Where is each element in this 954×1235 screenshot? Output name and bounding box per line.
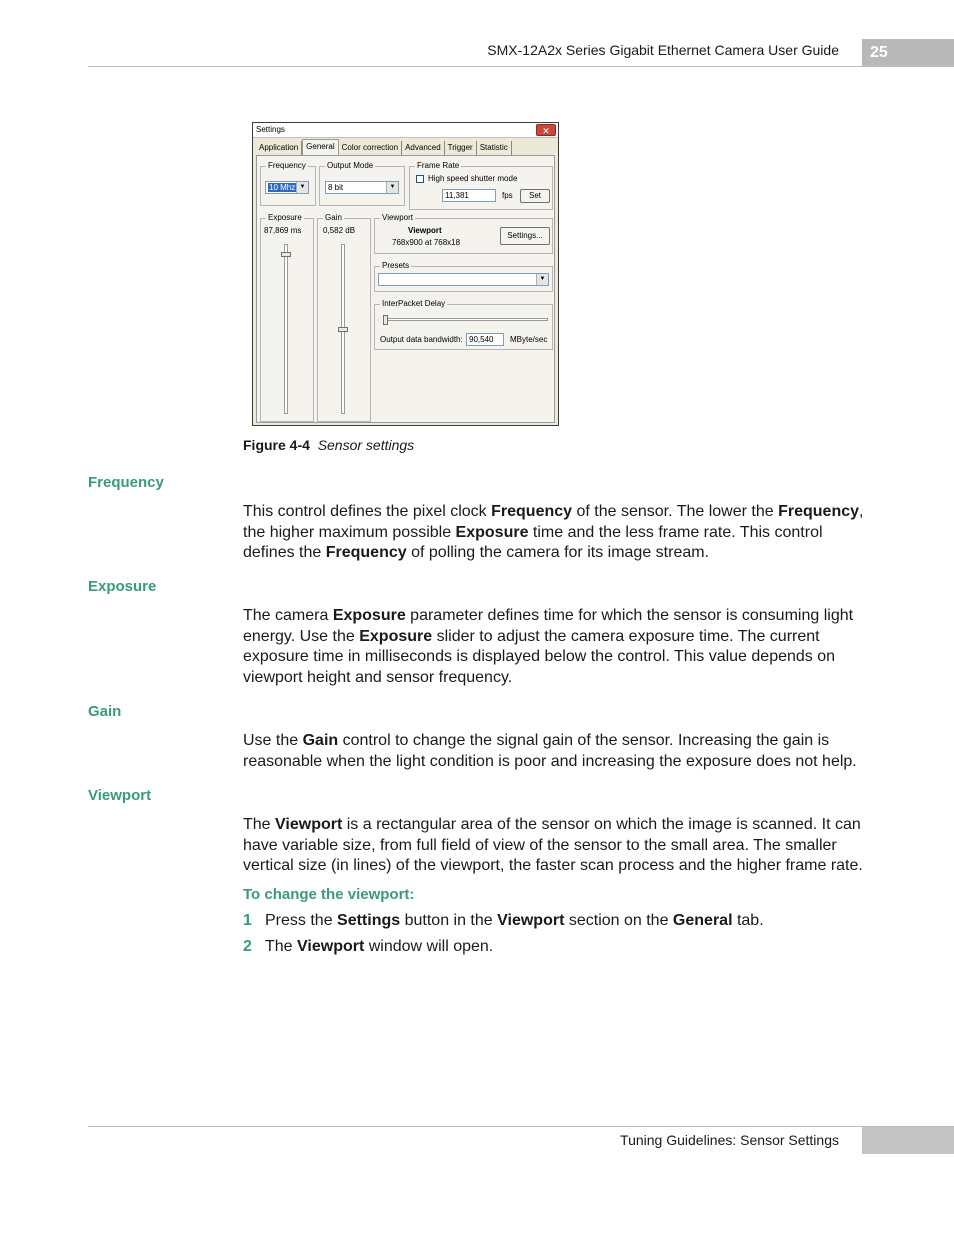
procedure-step: 1 Press the Settings button in the Viewport section on the General tab. bbox=[243, 912, 764, 929]
bandwidth-label: Output data bandwidth: bbox=[380, 335, 463, 344]
footer-tab bbox=[862, 1127, 954, 1154]
section-heading-viewport: Viewport bbox=[88, 787, 152, 804]
gain-slider-thumb[interactable] bbox=[338, 327, 348, 332]
page-number: 25 bbox=[862, 39, 954, 66]
tab-strip bbox=[256, 141, 512, 155]
tab-statistic[interactable]: Statistic bbox=[477, 141, 512, 155]
output-mode-select[interactable] bbox=[325, 181, 399, 194]
tab-color-correction[interactable]: Color correction bbox=[339, 141, 402, 155]
viewport-group bbox=[374, 213, 553, 254]
frequency-group-label: Frequency bbox=[268, 161, 306, 170]
procedure-heading: To change the viewport: bbox=[243, 886, 415, 903]
figure-caption bbox=[243, 437, 414, 453]
viewport-size: 768x900 at 768x18 bbox=[392, 238, 461, 247]
output-mode-group bbox=[319, 161, 405, 206]
frame-rate-input[interactable]: 11,381 bbox=[442, 189, 496, 202]
section-heading-frequency: Frequency bbox=[88, 474, 164, 491]
exposure-value: 87,869 ms bbox=[264, 226, 302, 235]
tab-general[interactable]: General bbox=[302, 139, 338, 157]
presets-select[interactable] bbox=[378, 273, 549, 286]
exposure-paragraph: The camera Exposure parameter defines time for which the sensor is consuming light energy. Use the Exposure slider to adjust the camera exposure time. The current exposure time in milliseconds is displayed below the control. This value depends on viewport height and sensor frequency. bbox=[243, 607, 854, 686]
window-title: Settings bbox=[256, 125, 285, 134]
exposure-slider-thumb[interactable] bbox=[281, 252, 291, 257]
chevron-down-icon: ▼ bbox=[296, 182, 308, 193]
frame-rate-group bbox=[409, 161, 553, 210]
section-heading-exposure: Exposure bbox=[88, 578, 157, 595]
high-speed-shutter-checkbox[interactable] bbox=[416, 175, 424, 183]
set-button[interactable]: Set bbox=[520, 189, 550, 203]
exposure-slider-track bbox=[284, 244, 288, 414]
chevron-down-icon: ▼ bbox=[536, 274, 548, 285]
presets-group bbox=[374, 261, 553, 292]
viewport-settings-button[interactable]: Settings... bbox=[500, 227, 550, 245]
section-heading-gain: Gain bbox=[88, 703, 122, 720]
bandwidth-unit: MByte/sec bbox=[510, 335, 548, 344]
frequency-group bbox=[260, 161, 316, 206]
tab-advanced[interactable]: Advanced bbox=[402, 141, 445, 155]
close-button[interactable]: ✕ bbox=[536, 124, 556, 136]
general-tab-panel bbox=[256, 155, 555, 423]
gain-paragraph: Use the Gain control to change the signal gain of the sensor. Increasing the gain is reasonable when the light condition is poor and increasing the exposure does not help. bbox=[243, 732, 857, 770]
high-speed-shutter-label: High speed shutter mode bbox=[428, 174, 518, 183]
interpacket-delay-group-label: InterPacket Delay bbox=[382, 299, 446, 308]
viewport-group-label: Viewport bbox=[382, 213, 413, 222]
tab-application[interactable]: Application bbox=[256, 141, 302, 155]
exposure-group bbox=[260, 213, 314, 422]
frame-rate-unit: fps bbox=[502, 191, 513, 200]
settings-window bbox=[252, 122, 559, 426]
footer-rule bbox=[88, 1126, 954, 1127]
procedure-step: 2 The Viewport window will open. bbox=[243, 938, 494, 955]
frequency-select-value: 10 Mhz bbox=[269, 183, 296, 192]
footer-text: Tuning Guidelines: Sensor Settings bbox=[620, 1132, 839, 1148]
header-rule bbox=[88, 66, 954, 67]
header-title: SMX-12A2x Series Gigabit Ethernet Camera User Guide bbox=[487, 42, 839, 58]
viewport-paragraph: The Viewport is a rectangular area of the sensor on which the image is scanned. It can have variable size, from full field of view of the sensor to the small area. The smaller vertical size (in lines) of the viewport, the faster scan process and the higher frame rate. bbox=[243, 816, 863, 874]
bandwidth-input[interactable]: 90,540 bbox=[466, 333, 504, 346]
gain-group bbox=[317, 213, 371, 422]
gain-group-label: Gain bbox=[325, 213, 342, 222]
frequency-paragraph: This control defines the pixel clock Frequency of the sensor. The lower the Frequency, the higher maximum possible Exposure time and the less frame rate. This control defines the Frequency of polling the camera for its image stream. bbox=[243, 503, 864, 561]
frame-rate-group-label: Frame Rate bbox=[417, 161, 460, 170]
tab-trigger[interactable]: Trigger bbox=[445, 141, 477, 155]
interpacket-delay-group bbox=[374, 299, 553, 350]
output-mode-select-value: 8 bit bbox=[328, 183, 344, 192]
output-mode-group-label: Output Mode bbox=[327, 161, 374, 170]
viewport-title: Viewport bbox=[408, 226, 442, 235]
interpacket-slider-thumb[interactable] bbox=[383, 315, 388, 325]
figure-caption-text: Sensor settings bbox=[317, 437, 415, 453]
frequency-select[interactable] bbox=[265, 181, 309, 194]
chevron-down-icon: ▼ bbox=[386, 182, 398, 193]
window-titlebar bbox=[253, 123, 558, 138]
interpacket-slider-track bbox=[383, 318, 548, 321]
figure-number: Figure 4-4 bbox=[243, 437, 310, 453]
gain-value: 0,582 dB bbox=[323, 226, 356, 235]
presets-group-label: Presets bbox=[382, 261, 410, 270]
exposure-group-label: Exposure bbox=[268, 213, 302, 222]
